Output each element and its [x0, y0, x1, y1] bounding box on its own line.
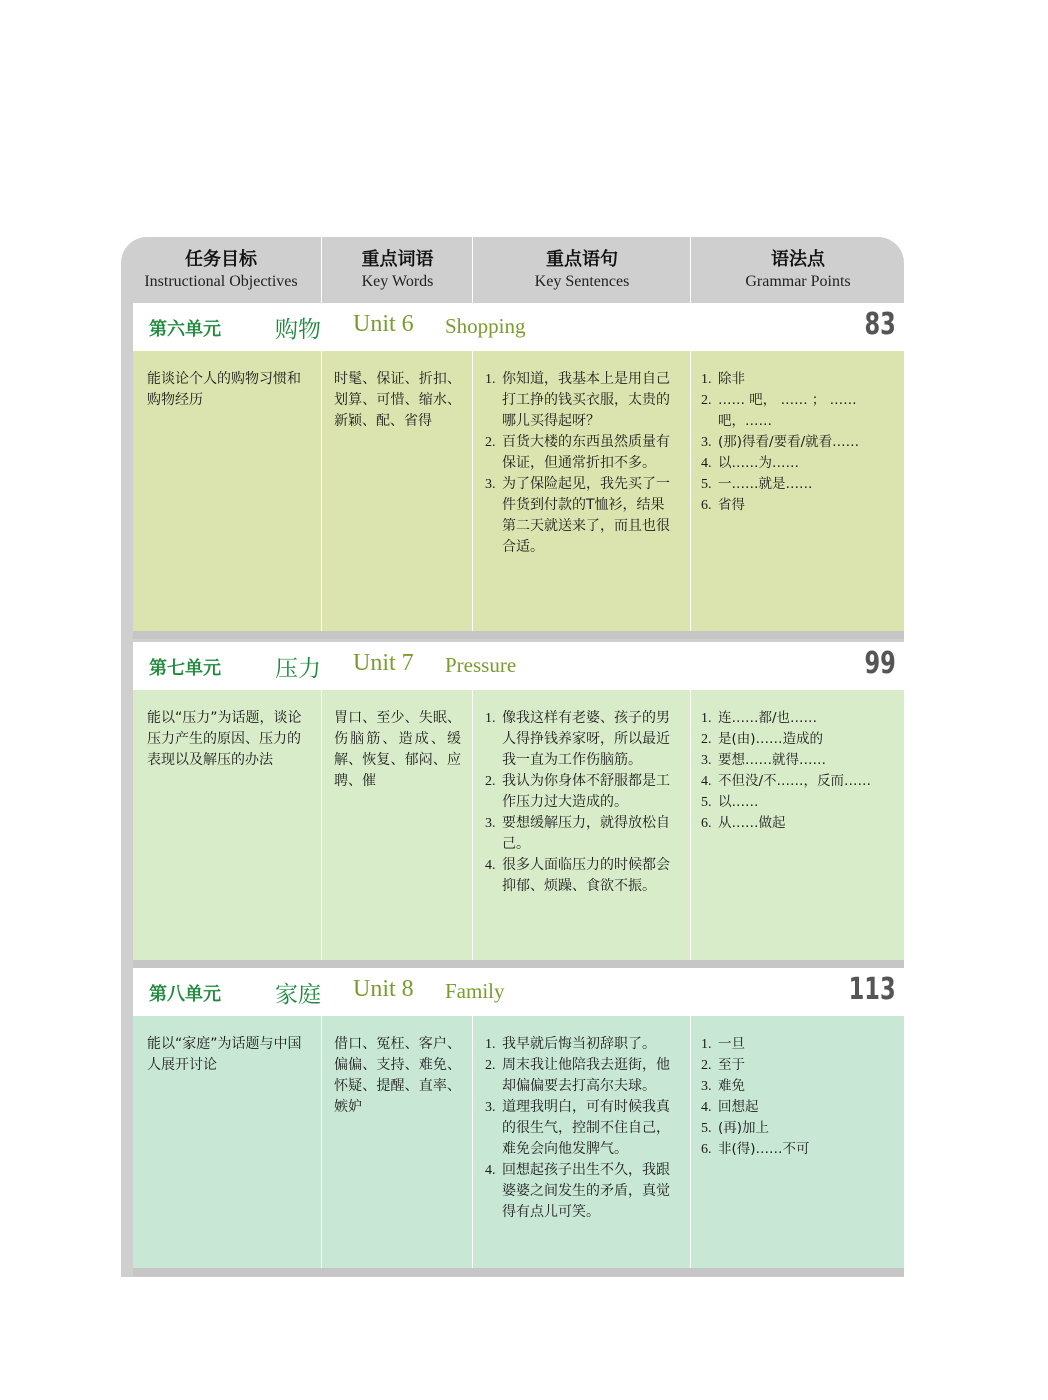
header-key-sentences-zh: 重点语句	[546, 248, 618, 270]
unit-7-title-cn: 压力	[275, 656, 321, 682]
header-key-words-en: Key Words	[361, 272, 434, 290]
unit-6-number: Unit 6	[353, 311, 414, 337]
row-divider	[133, 960, 904, 968]
unit-8-objectives: 能以“家庭”为话题与中国人展开讨论	[147, 1036, 302, 1073]
list-item: 2. 是(由)……造成的	[701, 731, 824, 747]
unit-8-key-sentences	[472, 1016, 689, 1268]
list-item: 2. …… 吧， …… ； …… 吧，……	[701, 392, 857, 429]
list-item: 4. 以……为……	[701, 455, 799, 471]
header-grammar-points-en: Grammar Points	[745, 272, 851, 290]
unit-6-row	[133, 351, 904, 631]
list-item: 2. 至于	[701, 1057, 745, 1073]
list-item: 3. 为了保险起见，我先买了一件货到付款的T恤衫，结果第二天就送来了，而且也很合适。	[485, 476, 670, 555]
unit-8-key-words: 借口、冤枉、客户、偏偏、支持、难免、怀疑、提醒、直率、嫉妒	[321, 1016, 471, 1268]
unit-8-row	[133, 1016, 904, 1268]
unit-8-header	[133, 968, 904, 1016]
unit-7-number: Unit 7	[353, 650, 414, 676]
list-item: 1. 你知道，我基本上是用自己打工挣的钱买衣服，太贵的哪儿买得起呀？	[485, 371, 670, 429]
table-header	[121, 237, 904, 303]
unit-6-grammar-points	[690, 351, 904, 631]
list-item: 2. 周末我让他陪我去逛街，他却偏偏要去打高尔夫球。	[485, 1057, 670, 1094]
row-divider	[133, 1268, 904, 1276]
header-key-words	[321, 237, 473, 303]
unit-7-label-cn: 第七单元	[149, 658, 221, 679]
unit-7-header	[133, 642, 904, 690]
unit-8-grammar-points	[690, 1016, 904, 1268]
unit-6-key-sentences	[472, 351, 689, 631]
list-item: 4. 回想起	[701, 1099, 759, 1115]
unit-6-title-cn: 购物	[275, 317, 321, 343]
unit-8-number: Unit 8	[353, 976, 414, 1002]
header-objectives-zh: 任务目标	[185, 248, 257, 270]
unit-7-title-en: Pressure	[445, 653, 517, 677]
list-item: 6. 非(得)……不可	[701, 1141, 810, 1157]
unit-8-title-cn: 家庭	[275, 982, 321, 1008]
list-item: 1. 像我这样有老婆、孩子的男人得挣钱养家呀，所以最近我一直为工作伤脑筋。	[485, 710, 670, 768]
unit-7-page-number: 99	[864, 646, 896, 681]
list-item: 5. (再)加上	[701, 1120, 770, 1136]
list-item: 3. (那)得看/要看/就看……	[701, 434, 860, 450]
unit-6-page-number: 83	[864, 307, 896, 342]
contents-table	[121, 237, 904, 1277]
unit-6-label-cn: 第六单元	[149, 319, 221, 340]
header-grammar-points-zh: 语法点	[771, 248, 825, 270]
header-key-sentences-en: Key Sentences	[534, 272, 630, 290]
list-item: 4. 很多人面临压力的时候都会抑郁、烦躁、食欲不振。	[485, 857, 670, 894]
unit-8-label-cn: 第八单元	[149, 984, 221, 1005]
unit-7-row	[133, 690, 904, 960]
unit-7-grammar-points	[690, 690, 904, 960]
unit-7-objectives: 能以“压力”为话题，谈论压力产生的原因、压力的表现以及解压的办法	[147, 710, 302, 768]
list-item: 6. 省得	[701, 497, 745, 513]
list-item: 3. 要想……就得……	[701, 752, 826, 768]
unit-6-key-words: 时髦、保证、折扣、划算、可惜、缩水、新颖、配、省得	[321, 351, 471, 631]
list-item: 4. 不但没/不……，反而……	[701, 773, 872, 789]
list-item: 2. 百货大楼的东西虽然质量有保证，但通常折扣不多。	[485, 434, 670, 471]
header-objectives-en: Instructional Objectives	[144, 272, 298, 290]
unit-8-page-number: 113	[849, 972, 896, 1007]
header-key-sentences	[472, 237, 691, 303]
list-item: 3. 道理我明白，可有时候我真的很生气，控制不住自己，难免会向他发脾气。	[485, 1099, 670, 1157]
list-item: 1. 一旦	[701, 1036, 745, 1052]
unit-7-key-sentences	[472, 690, 689, 960]
list-item: 1. 除非	[701, 371, 745, 387]
list-item: 5. 一……就是……	[701, 476, 813, 492]
list-item: 4. 回想起孩子出生不久，我跟婆婆之间发生的矛盾，真觉得有点儿可笑。	[485, 1162, 670, 1220]
list-item: 3. 要想缓解压力，就得放松自己。	[485, 815, 670, 852]
list-item: 2. 我认为你身体不舒服都是工作压力过大造成的。	[485, 773, 670, 810]
header-grammar-points	[690, 237, 905, 303]
unit-6-objectives: 能谈论个人的购物习惯和购物经历	[147, 371, 301, 408]
list-item: 5. 以……	[701, 794, 759, 810]
unit-6-header	[133, 303, 904, 351]
row-divider	[133, 631, 904, 639]
list-item: 1. 我早就后悔当初辞职了。	[485, 1036, 656, 1052]
list-item: 3. 难免	[701, 1078, 745, 1094]
unit-6-title-en: Shopping	[445, 314, 526, 338]
header-objectives	[121, 237, 321, 303]
list-item: 6. 从……做起	[701, 815, 786, 831]
unit-7-key-words: 胃口、至少、失眠、伤脑筋、造成、缓解、恢复、郁闷、应聘、催	[321, 690, 471, 960]
unit-8-title-en: Family	[445, 979, 505, 1003]
list-item: 1. 连……都/也……	[701, 710, 818, 726]
header-key-words-zh: 重点词语	[361, 248, 434, 270]
